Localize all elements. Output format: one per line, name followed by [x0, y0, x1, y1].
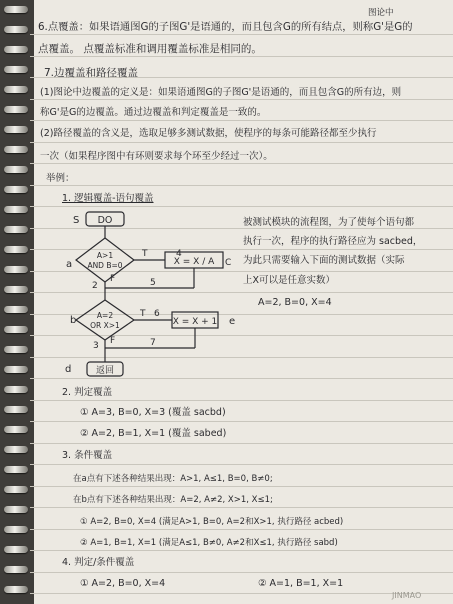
decision-1-line-1: A>1 [96, 251, 114, 260]
flowchart-label-d: d [65, 364, 72, 375]
decision-2-line-1: A=2 [96, 311, 114, 320]
branch-label-f1: F [110, 274, 116, 284]
branch-label-t2: T [140, 309, 146, 319]
item-3-line-2: 在b点有下述各种结果出现：A=2, A≠2, X>1, X≤1; [73, 495, 273, 505]
statement-note-line-2: 执行一次，程序的执行路径应为 sacbed， [243, 236, 423, 247]
process-box-1-label: X = X / A [173, 257, 215, 267]
flowchart-label-a: a [66, 259, 73, 270]
decision-diamond-1 [76, 238, 134, 282]
statement-note-line-4: 上X可以是任意实数） [243, 275, 336, 286]
flowchart-label-b: b [70, 315, 77, 326]
edge-label-7: 7 [150, 338, 156, 348]
flowchart-label-c: C [225, 258, 232, 268]
path-cover-line-2: 一次（如果程序图中有环则要求每个环至少经过一次）。 [40, 151, 273, 162]
branch-label-t1: T [142, 249, 148, 259]
page-header: 图论中 [368, 8, 394, 18]
flowchart-label-s: S [73, 215, 80, 226]
edge-label-2: 2 [92, 281, 98, 291]
example-label: 举例： [46, 173, 75, 184]
process-box-2-label: X = X + 1 [172, 317, 218, 327]
item-3-line-1: 在a点有下述各种结果出现：A>1, A≤1, B=0, B≠0; [73, 474, 273, 484]
decision-1-line-2: AND B=0 [87, 261, 123, 270]
decision-diamond-2 [76, 300, 134, 340]
flowchart-label-e: e [229, 316, 236, 327]
edge-label-3: 3 [93, 341, 99, 351]
statement-note-line-3: 为此只需要输入下面的测试数据（实际 [243, 255, 405, 266]
item-3-title: 3. 条件覆盖 [62, 450, 113, 461]
edge-label-6: 6 [154, 309, 160, 319]
item-1-title: 1. 逻辑覆盖-语句覆盖 [62, 193, 154, 204]
item-2-case-1: ① A=3, B=0, X=3 (覆盖 sacbd) [80, 407, 226, 418]
statement-test-values: A=2, B=0, X=4 [258, 297, 332, 308]
flowchart-end-label: 返回 [95, 366, 115, 376]
definition-vertex-cover-line-2: 点覆盖。 点覆盖标准和调用覆盖标准是相同的。 [38, 43, 262, 55]
branch-label-f2: F [110, 336, 116, 346]
edge-label-4: 4 [176, 249, 182, 259]
item-4-case-2: ② A=1, B=1, X=1 [258, 578, 344, 589]
definition-vertex-cover-line-1: 6.点覆盖：如果语通图G的子图G'是语通的，而且包含G的所有结点，则称G'是G的 [38, 21, 413, 33]
edge-label-5: 5 [150, 278, 156, 288]
item-2-title: 2. 判定覆盖 [62, 387, 113, 398]
flowchart-start-label: DO [97, 215, 113, 226]
item-2-case-2: ② A=2, B=1, X=1 (覆盖 sabed) [80, 428, 227, 439]
item-3-case-1: ① A=2, B=0, X=4 (满足A>1, B=0, A=2和X>1, 执行路径 acbed) [80, 517, 344, 527]
decision-2-line-2: OR X>1 [90, 321, 120, 330]
jinmao-watermark: JINMAO [392, 591, 422, 600]
statement-note-line-1: 被测试模块的流程图，为了使每个语句都 [243, 217, 415, 228]
item-4-case-1: ① A=2, B=0, X=4 [80, 578, 166, 589]
section-7-heading: 7.边覆盖和路径覆盖 [44, 67, 139, 79]
path-cover-line-1: (2)路径覆盖的含义是，选取足够多测试数据，使程序的每条可能路径都至少执行 [40, 128, 377, 139]
edge-cover-line-1: (1)图论中边覆盖的定义是：如果语通图G的子图G'是语通的，而且包含G的所有边，则 [40, 87, 402, 98]
edge-cover-line-2: 称G'是G的边覆盖。通过边覆盖和判定覆盖是一致的。 [40, 107, 267, 118]
item-4-title: 4. 判定/条件覆盖 [62, 557, 135, 568]
item-3-case-2: ② A=1, B=1, X=1 (满足A≤1, B≠0, A≠2和X≤1, 执行路径 sabd) [80, 538, 338, 548]
